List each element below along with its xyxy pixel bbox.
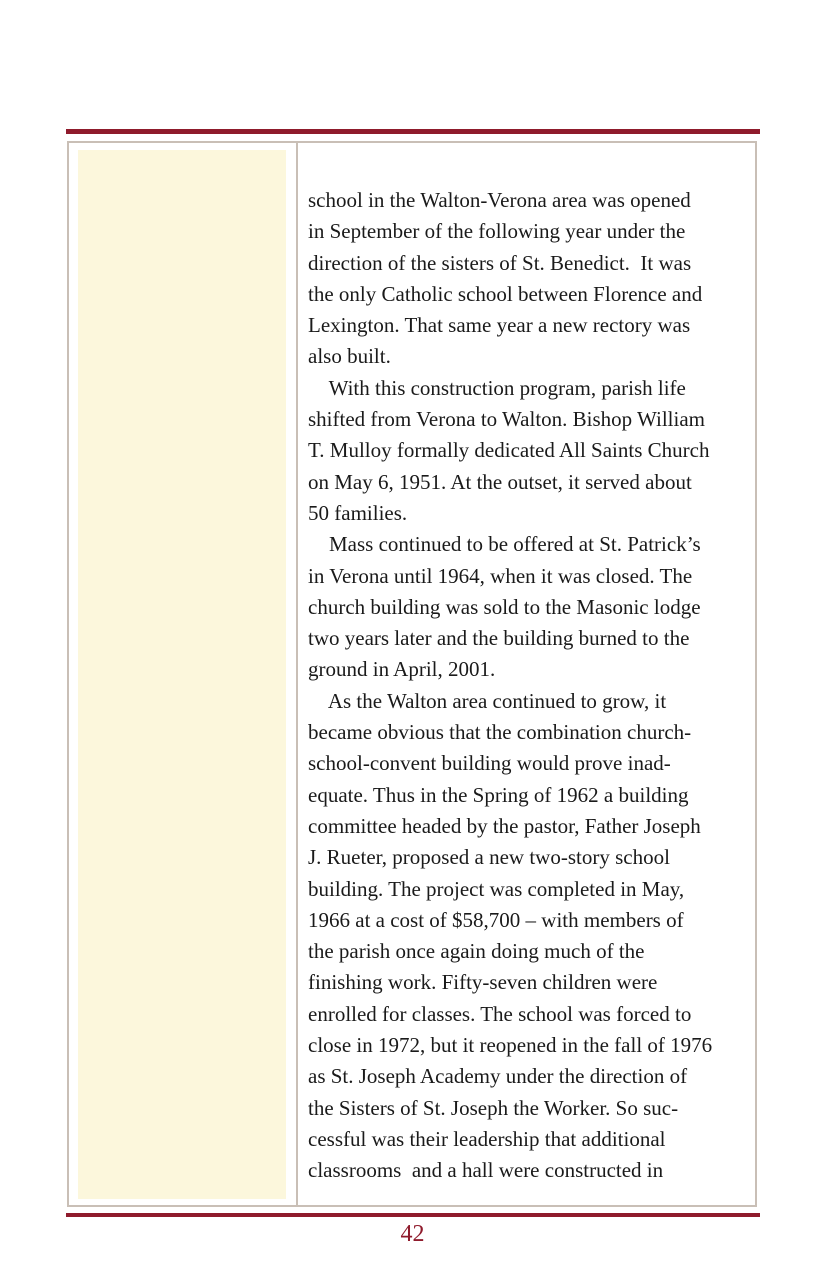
body-line: in September of the following year under the	[308, 219, 686, 244]
body-line: equate. Thus in the Spring of 1962 a building	[308, 782, 689, 807]
body-line: school in the Walton-Verona area was opened	[308, 188, 691, 212]
body-line: finishing work. Fifty-seven children were	[308, 970, 658, 995]
body-line: 1966 at a cost of $58,700 – with members of	[308, 907, 684, 932]
body-line: 50 families.	[308, 500, 408, 525]
body-line: school-convent building would prove inad-	[308, 751, 671, 776]
body-line: the parish once again doing much of the	[308, 939, 645, 964]
body-line: on May 6, 1951. At the outset, it served about	[308, 469, 692, 494]
body-line: cessful was their leadership that additional	[308, 1126, 666, 1151]
body-line: the Sisters of St. Joseph the Worker. So suc-	[308, 1095, 679, 1120]
body-line: ground in April, 2001.	[308, 657, 496, 682]
body-line: building. The project was completed in May,	[308, 876, 685, 901]
body-line: With this construction program, parish life	[308, 375, 686, 400]
top-rule	[66, 129, 760, 134]
body-line: Mass continued to be offered at St. Patrick’s	[308, 532, 701, 557]
body-line: T. Mulloy formally dedicated All Saints Church	[308, 438, 710, 463]
bottom-rule	[66, 1213, 760, 1217]
body-line: classrooms and a hall were constructed in	[308, 1158, 664, 1183]
body-line: two years later and the building burned to the	[308, 626, 690, 651]
body-line: church building was sold to the Masonic lodge	[308, 594, 701, 619]
body-line: As the Walton area continued to grow, it	[308, 688, 667, 713]
body-line: in Verona until 1964, when it was closed. The	[308, 563, 693, 588]
body-line: committee headed by the pastor, Father Joseph	[308, 813, 701, 838]
body-line: close in 1972, but it reopened in the fall of 1976	[308, 1033, 713, 1058]
body-line: enrolled for classes. The school was forced to	[308, 1001, 692, 1026]
body-line: direction of the sisters of St. Benedict. It was	[308, 250, 692, 275]
body-line: J. Rueter, proposed a new two-story school	[308, 845, 670, 870]
body-text	[308, 185, 750, 1187]
page-number: 42	[400, 1221, 425, 1247]
body-line: shifted from Verona to Walton. Bishop William	[308, 407, 706, 432]
body-line: the only Catholic school between Florence and	[308, 281, 703, 306]
body-line: Lexington. That same year a new rectory was	[308, 313, 691, 338]
body-line: also built.	[308, 344, 391, 369]
body-line: as St. Joseph Academy under the direction of	[308, 1064, 688, 1089]
body-line: became obvious that the combination church-	[308, 720, 692, 745]
sidebar-panel	[78, 150, 286, 1199]
column-divider	[296, 141, 298, 1207]
